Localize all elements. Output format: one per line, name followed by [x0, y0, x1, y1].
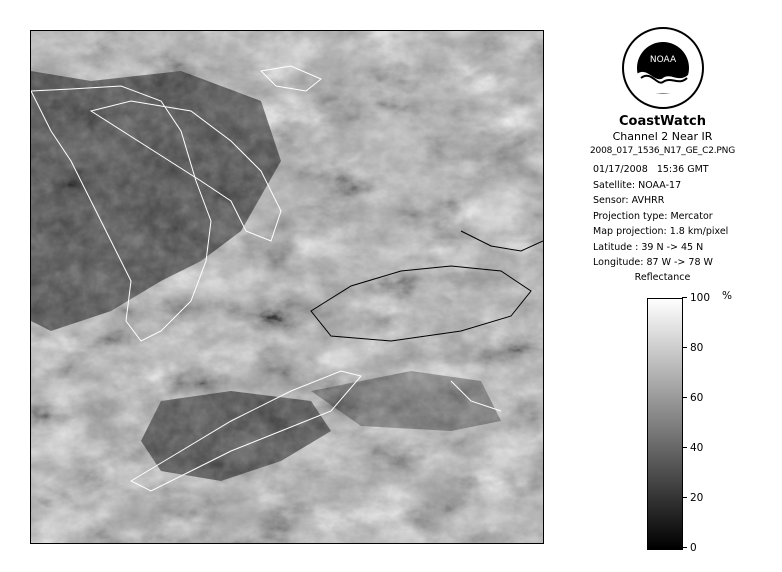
colorbar-tick-mark — [682, 497, 687, 498]
map-projection-line: Map projection: 1.8 km/pixel — [593, 226, 729, 237]
colorbar-tick-label: 40 — [690, 442, 704, 454]
date-value: 01/17/2008 — [593, 164, 648, 175]
sensor-line: Sensor: AVHRR — [593, 195, 665, 206]
legend-panel — [555, 20, 770, 560]
colorbar-tick-mark — [682, 447, 687, 448]
metadata-block — [593, 162, 768, 271]
satellite-line: Satellite: NOAA-17 — [593, 179, 682, 191]
colorbar-tick — [682, 442, 742, 454]
file-name: 2008_017_1536_N17_GE_C2.PNG — [590, 146, 735, 156]
colorbar-tick — [682, 542, 742, 554]
projection-type-line: Projection type: Mercator — [593, 210, 713, 222]
colorbar-tick-label: 80 — [690, 342, 704, 354]
date-time-line — [593, 162, 768, 178]
logo-noaa-text: NOAA — [649, 55, 677, 65]
colorbar-tick-label: 20 — [690, 492, 704, 504]
colorbar-tick-label: 60 — [690, 392, 704, 404]
colorbar-tick — [682, 492, 742, 504]
brand-title: CoastWatch — [618, 114, 707, 129]
colorbar-tick-label: 100 — [690, 292, 711, 304]
colorbar-tick — [682, 342, 742, 354]
latitude-line: Latitude : 39 N -> 45 N — [593, 241, 704, 253]
reflectance-colorbar — [647, 298, 683, 550]
colorbar-tick-mark — [682, 397, 687, 398]
colorbar-ticks — [682, 292, 742, 554]
time-value: 15:36 GMT — [656, 164, 709, 175]
colorbar-tick-mark — [682, 297, 687, 298]
colorbar-tick — [682, 292, 742, 304]
colorbar-tick-mark — [682, 547, 687, 548]
colorbar-units: % — [722, 290, 732, 302]
noaa-logo — [621, 26, 705, 110]
colorbar-title: Reflectance — [634, 272, 691, 283]
channel-label: Channel 2 Near IR — [612, 130, 713, 143]
satellite-image — [30, 30, 544, 544]
satellite-scene — [31, 31, 543, 543]
colorbar-tick-label: 0 — [690, 542, 697, 554]
colorbar-tick-mark — [682, 347, 687, 348]
colorbar-tick — [682, 392, 742, 404]
longitude-line: Longitude: 87 W -> 78 W — [593, 257, 713, 268]
